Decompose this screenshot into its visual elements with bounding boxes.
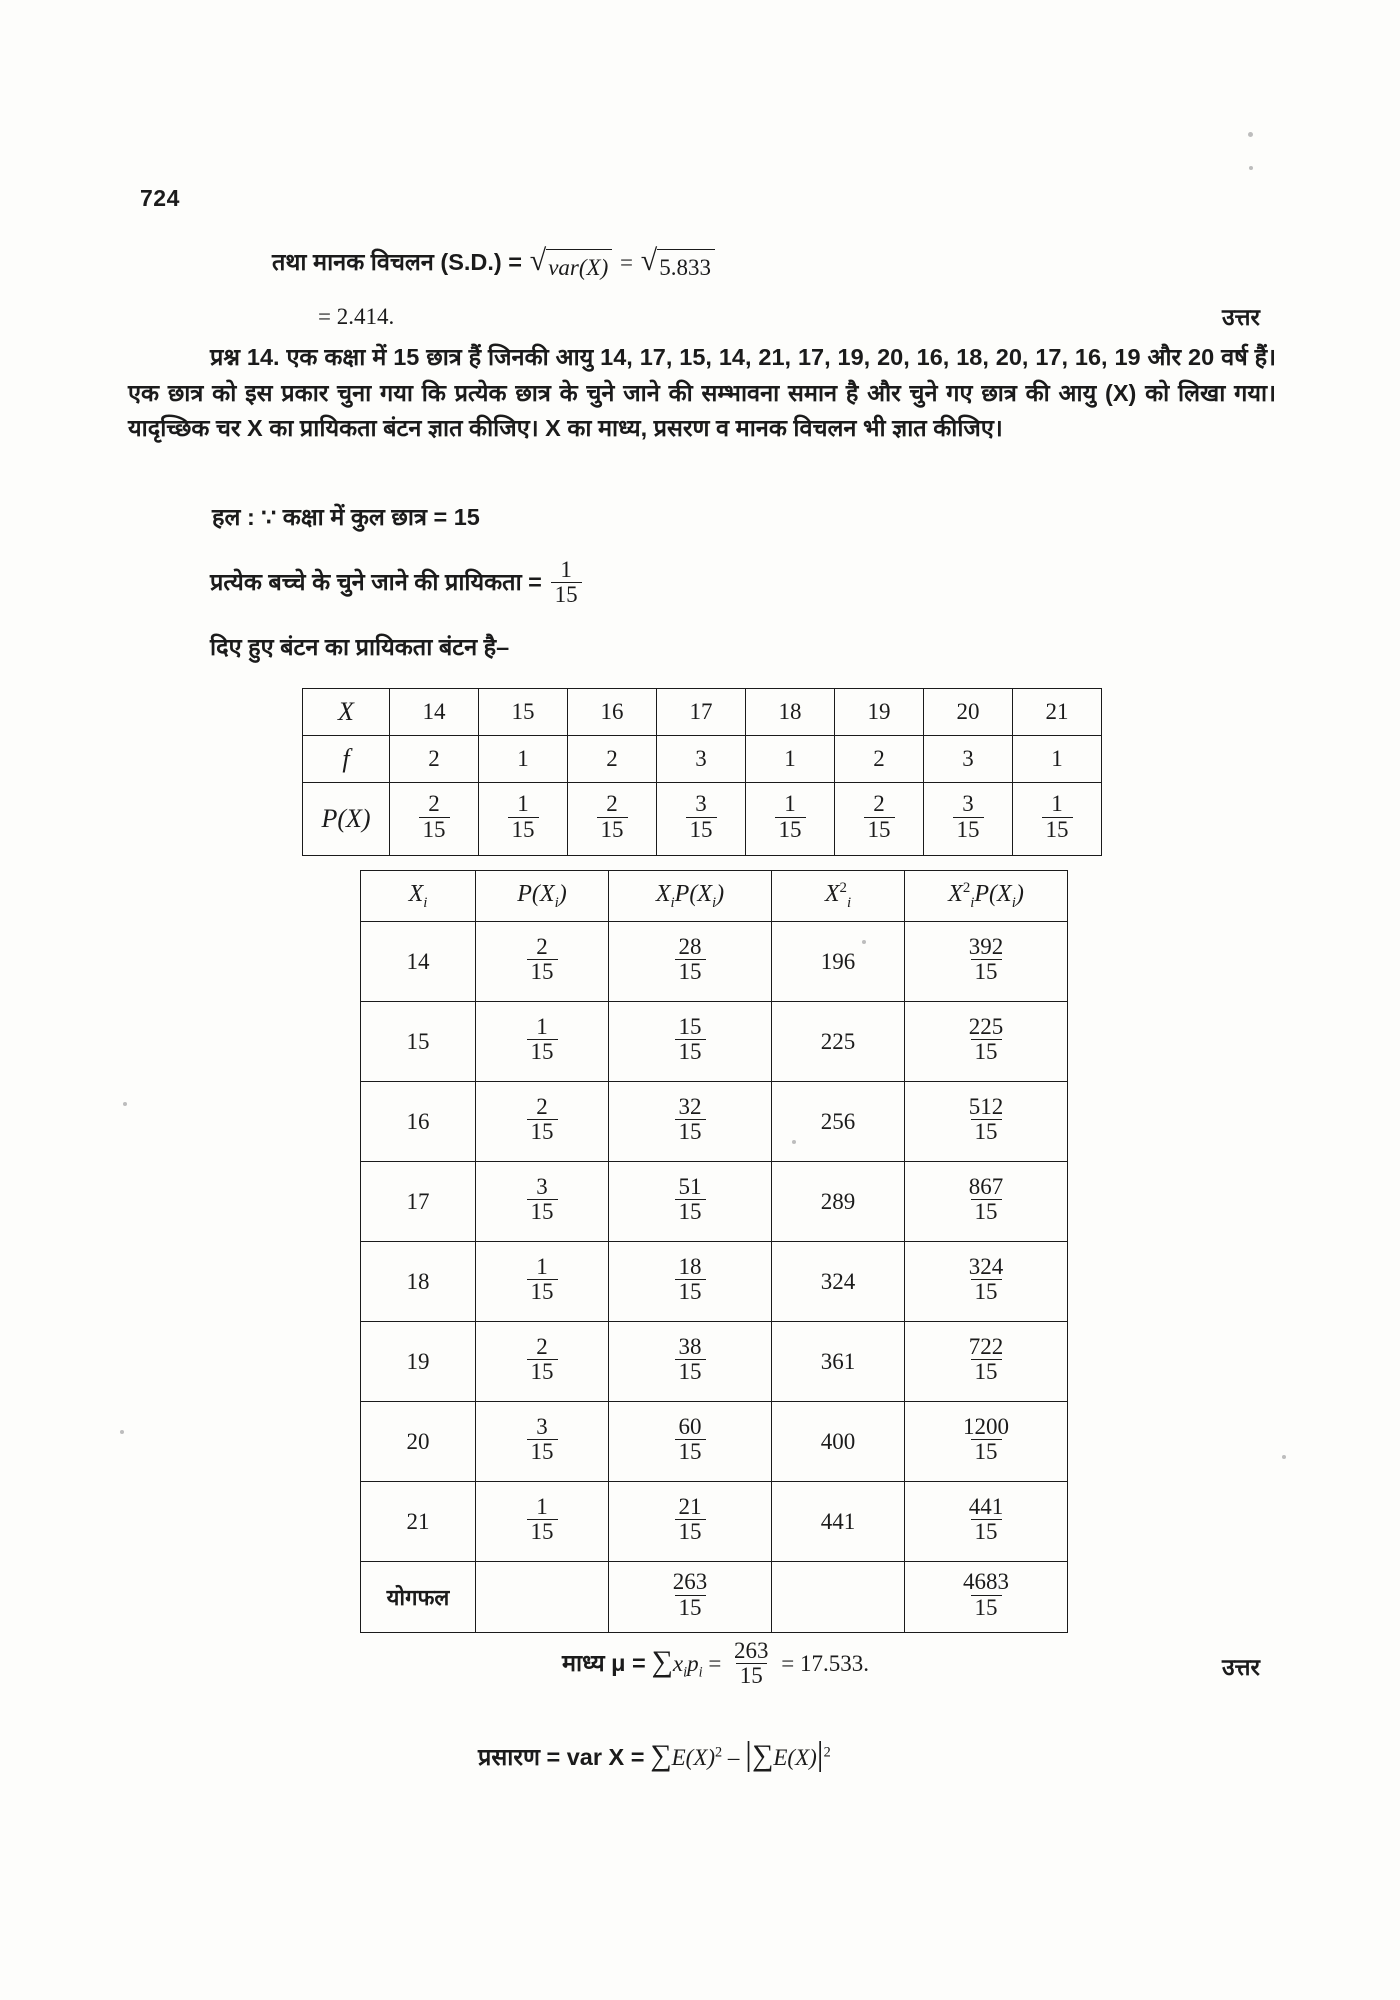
fraction-numerator: 4683 — [963, 1569, 1009, 1595]
fraction-numerator: 3 — [962, 791, 974, 817]
cell: 1 — [1013, 736, 1102, 783]
fraction-numerator: 3 — [536, 1413, 548, 1439]
table-row — [303, 736, 1102, 783]
fraction — [669, 1570, 712, 1619]
fraction — [959, 1415, 1013, 1464]
fraction-numerator: 51 — [678, 1173, 702, 1199]
header-sub: i — [554, 894, 559, 911]
cell-xp — [609, 1242, 772, 1322]
header-sub: i — [670, 894, 675, 911]
cell-p — [476, 922, 609, 1002]
header-text: X — [655, 880, 671, 907]
fraction-denominator: 15 — [527, 1039, 558, 1064]
cell-p — [476, 1162, 609, 1242]
header-xi2 — [772, 871, 905, 922]
fraction-denominator: 15 — [864, 817, 895, 842]
fraction-numerator: 392 — [968, 933, 1004, 959]
cell: 16 — [568, 689, 657, 736]
sqrt-sign: √ — [640, 243, 658, 277]
bar-right: | — [816, 1736, 824, 1773]
fraction-denominator: 15 — [953, 817, 984, 842]
fraction — [965, 1335, 1008, 1384]
header-sub: i — [1011, 894, 1016, 911]
sum-label: योगफल — [361, 1562, 476, 1633]
header-text-close: ) — [558, 880, 567, 907]
fraction — [965, 1015, 1008, 1064]
row-header-px: P(X) — [303, 783, 390, 856]
fraction — [597, 792, 628, 841]
cell-p — [476, 1402, 609, 1482]
fraction — [527, 1255, 558, 1304]
fraction — [675, 1335, 706, 1384]
cell: 18 — [746, 689, 835, 736]
header-text-close: ) — [716, 880, 725, 907]
header-text: X — [948, 881, 963, 908]
sd-result: = 2.414. — [318, 304, 395, 329]
cell: 17 — [657, 689, 746, 736]
cell — [479, 783, 568, 856]
cell-x: 14 — [361, 922, 476, 1002]
fraction-denominator: 15 — [971, 1595, 1002, 1620]
cell-x2: 324 — [772, 1242, 905, 1322]
cell — [657, 783, 746, 856]
fraction-numerator: 15 — [678, 1013, 702, 1039]
fraction-denominator: 15 — [971, 1039, 1002, 1064]
cell-xp — [609, 1322, 772, 1402]
cell — [924, 783, 1013, 856]
fraction-denominator: 15 — [971, 1199, 1002, 1224]
fraction — [959, 1570, 1013, 1619]
cell-x2p — [905, 1162, 1068, 1242]
fraction-numerator: 225 — [968, 1013, 1004, 1039]
header-sub: i — [711, 894, 717, 911]
fraction-numerator: 512 — [968, 1093, 1004, 1119]
header-xipxi — [609, 871, 772, 922]
fraction-numerator: 28 — [678, 933, 702, 959]
fraction-numerator: 2 — [536, 1093, 548, 1119]
sum-x2p — [905, 1562, 1068, 1633]
header-text: X — [408, 880, 424, 907]
table-header-row — [361, 871, 1068, 922]
fraction-denominator: 15 — [527, 1119, 558, 1144]
power-2: 2 — [823, 1744, 831, 1761]
fraction-denominator: 15 — [675, 1439, 706, 1464]
probability-line — [210, 557, 585, 609]
fraction-denominator: 15 — [527, 1439, 558, 1464]
scan-speck — [123, 1102, 127, 1106]
fraction-denominator: 15 — [675, 1119, 706, 1144]
header-sub: i — [423, 894, 428, 911]
row-header-x: X — [303, 689, 390, 736]
fraction — [675, 1175, 706, 1224]
distribution-table — [302, 688, 1102, 856]
cell: 21 — [1013, 689, 1102, 736]
fraction-denominator: 15 — [775, 817, 806, 842]
fraction-numerator: 1 — [536, 1253, 548, 1279]
fraction-numerator: 1 — [560, 557, 572, 582]
pi-symbol: p — [687, 1651, 699, 1676]
expectation-1: E(X) — [671, 1745, 716, 1770]
cell: 1 — [479, 736, 568, 783]
fraction — [675, 1255, 706, 1304]
fraction — [527, 1335, 558, 1384]
cell-p — [476, 1322, 609, 1402]
header-text: P(X — [517, 880, 555, 907]
sd-label: तथा मानक विचलन (S.D.) = — [272, 249, 522, 275]
cell-x2: 196 — [772, 922, 905, 1002]
sqrt-value — [640, 243, 715, 284]
fraction-numerator: 32 — [678, 1093, 702, 1119]
xi-sub: i — [683, 1664, 688, 1681]
xi-symbol: x — [672, 1651, 684, 1676]
question-paragraph: प्रश्न 14. एक कक्षा में 15 छात्र हैं जिनकी आयु 14, 17, 15, 14, 21, 17, 19, 20, 16, 18, 20, 17, 16, 19 और 20 वर्ष हैं। एक छात्र को इस प्रकार चुना गया कि प्रत्येक छात्र के चुने जाने की सम्भावना समान है और चुने गए छात्र की आयु (X) को लिखा गया। यादृच्छिक चर X का प्रायिकता बंटन ज्ञात कीजिए। X का माध्य, प्रसरण व मानक विचलन भी ज्ञात कीजिए। — [128, 344, 1276, 442]
summation-sign: ∑ — [651, 1645, 673, 1678]
fraction — [527, 1095, 558, 1144]
computation-table — [360, 870, 1068, 1633]
mean-value: = 17.533. — [781, 1651, 870, 1676]
fraction — [419, 792, 450, 841]
cell-p — [476, 1482, 609, 1562]
fraction-denominator: 15 — [971, 1279, 1002, 1304]
table-row — [361, 1482, 1068, 1562]
minus-sign: – — [727, 1745, 740, 1770]
cell-x2p — [905, 1482, 1068, 1562]
fraction-numerator: 18 — [678, 1253, 702, 1279]
cell-x: 18 — [361, 1242, 476, 1322]
fraction-one-fifteenth — [551, 558, 582, 607]
fraction-denominator: 15 — [675, 1519, 706, 1544]
probability-label: प्रत्येक बच्चे के चुने जाने की प्रायिकता = — [210, 568, 542, 595]
sd-line — [272, 245, 717, 284]
cell — [568, 783, 657, 856]
page-number: 724 — [140, 185, 180, 211]
cell — [746, 783, 835, 856]
fraction-numerator: 3 — [536, 1173, 548, 1199]
table-row — [361, 1242, 1068, 1322]
cell-x2p — [905, 1242, 1068, 1322]
fraction-numerator: 1 — [536, 1013, 548, 1039]
fraction-denominator: 15 — [971, 1119, 1002, 1144]
cell — [835, 783, 924, 856]
cell-xp — [609, 1162, 772, 1242]
fraction-denominator: 15 — [551, 582, 582, 607]
variance-label: प्रसारण = var X = — [478, 1744, 645, 1770]
fraction-numerator: 2 — [873, 791, 885, 817]
fraction — [527, 1495, 558, 1544]
fraction-denominator: 15 — [597, 817, 628, 842]
header-text-close: ) — [1015, 881, 1024, 908]
cell — [390, 783, 479, 856]
scan-speck — [120, 1430, 124, 1434]
equals-sign: = — [708, 1651, 722, 1676]
fraction-denominator: 15 — [527, 1279, 558, 1304]
pi-sub: i — [698, 1664, 703, 1681]
table-row — [303, 783, 1102, 856]
fraction-denominator: 15 — [419, 817, 450, 842]
fraction — [675, 935, 706, 984]
header-sup: 2 — [962, 880, 971, 897]
cell: 3 — [657, 736, 746, 783]
fraction-denominator: 15 — [675, 1595, 706, 1620]
header-xi — [361, 871, 476, 922]
fraction-numerator: 2 — [606, 791, 618, 817]
fraction — [527, 1175, 558, 1224]
fraction-denominator: 15 — [971, 959, 1002, 984]
cell-x: 21 — [361, 1482, 476, 1562]
fraction-denominator: 15 — [971, 1519, 1002, 1544]
fraction-denominator: 15 — [527, 959, 558, 984]
variance-line — [478, 1730, 831, 1779]
scan-speck — [1249, 166, 1253, 170]
header-sup: 2 — [839, 880, 847, 897]
mean-label: माध्य μ = — [562, 1650, 646, 1676]
fraction-denominator: 15 — [675, 1039, 706, 1064]
table-sum-row — [361, 1562, 1068, 1633]
fraction — [965, 1175, 1008, 1224]
table-row — [361, 922, 1068, 1002]
cell-xp — [609, 1482, 772, 1562]
sum-empty-cell-2 — [772, 1562, 905, 1633]
scan-speck — [1282, 1455, 1286, 1459]
cell-x2: 441 — [772, 1482, 905, 1562]
fraction-numerator: 1200 — [963, 1413, 1009, 1439]
fraction — [527, 935, 558, 984]
fraction-denominator: 15 — [686, 817, 717, 842]
cell-x2: 225 — [772, 1002, 905, 1082]
fraction-denominator: 15 — [736, 1663, 767, 1688]
fraction-denominator: 15 — [675, 959, 706, 984]
bar-left: | — [745, 1736, 752, 1773]
fraction-numerator: 867 — [968, 1173, 1004, 1199]
fraction-numerator: 324 — [968, 1253, 1004, 1279]
cell — [1013, 783, 1102, 856]
table-row — [361, 1082, 1068, 1162]
cell-x2: 289 — [772, 1162, 905, 1242]
cell-xp — [609, 1082, 772, 1162]
fraction-numerator: 441 — [968, 1493, 1004, 1519]
solution-line: हल : ∵ कक्षा में कुल छात्र = 15 — [212, 504, 480, 530]
cell-x2p — [905, 922, 1068, 1002]
cell: 20 — [924, 689, 1013, 736]
summation-sign-2: ∑ — [751, 1739, 774, 1772]
fraction — [686, 792, 717, 841]
fraction-numerator: 1 — [536, 1493, 548, 1519]
distribution-intro: दिए हुए बंटन का प्रायिकता बंटन है– — [210, 634, 510, 660]
table-row — [361, 1402, 1068, 1482]
table-row — [361, 1002, 1068, 1082]
expectation-2: E(X) — [773, 1745, 817, 1770]
cell-p — [476, 1002, 609, 1082]
fraction-denominator: 15 — [527, 1199, 558, 1224]
cell-p — [476, 1242, 609, 1322]
fraction-numerator: 3 — [695, 791, 707, 817]
header-sub: i — [846, 894, 852, 911]
cell-x2p — [905, 1402, 1068, 1482]
cell: 2 — [568, 736, 657, 783]
sqrt-sign: √ — [529, 243, 547, 277]
sum-xp — [609, 1562, 772, 1633]
fraction — [965, 935, 1008, 984]
fraction — [775, 792, 806, 841]
fraction-denominator: 15 — [1042, 817, 1073, 842]
equals-sign: = — [619, 250, 633, 275]
fraction-numerator: 2 — [428, 791, 440, 817]
fraction-numerator: 2 — [536, 1333, 548, 1359]
cell-x2: 256 — [772, 1082, 905, 1162]
fraction — [1042, 792, 1073, 841]
fraction — [864, 792, 895, 841]
table-row — [361, 1322, 1068, 1402]
summation-sign-1: ∑ — [650, 1739, 672, 1772]
cell-x: 20 — [361, 1402, 476, 1482]
answer-label-2: उत्तर — [1222, 1654, 1260, 1680]
sqrt-radicand-value: 5.833 — [657, 249, 715, 284]
header-pxi — [476, 871, 609, 922]
fraction-denominator: 15 — [675, 1359, 706, 1384]
cell: 19 — [835, 689, 924, 736]
fraction-denominator: 15 — [675, 1199, 706, 1224]
sqrt-radicand: var(X) — [546, 249, 612, 284]
fraction — [675, 1095, 706, 1144]
cell-x: 15 — [361, 1002, 476, 1082]
cell-x: 17 — [361, 1162, 476, 1242]
fraction-denominator: 15 — [971, 1359, 1002, 1384]
fraction — [965, 1255, 1008, 1304]
fraction — [508, 792, 539, 841]
row-header-f: f — [303, 736, 390, 783]
cell-x2p — [905, 1322, 1068, 1402]
fraction-denominator: 15 — [527, 1359, 558, 1384]
answer-label: उत्तर — [1222, 304, 1260, 330]
fraction-numerator: 263 — [734, 1638, 769, 1664]
mean-fraction — [730, 1639, 773, 1688]
fraction — [675, 1015, 706, 1064]
cell: 3 — [924, 736, 1013, 783]
fraction — [675, 1495, 706, 1544]
cell: 1 — [746, 736, 835, 783]
scan-speck — [1248, 132, 1253, 137]
table-row — [303, 689, 1102, 736]
fraction — [527, 1415, 558, 1464]
fraction-denominator: 15 — [508, 817, 539, 842]
fraction-numerator: 1 — [1051, 791, 1063, 817]
fraction-numerator: 722 — [968, 1333, 1004, 1359]
fraction-denominator: 15 — [527, 1519, 558, 1544]
fraction — [953, 792, 984, 841]
header-sub: i — [970, 894, 975, 911]
sqrt-var — [529, 243, 613, 284]
computation-table-body — [361, 922, 1068, 1633]
fraction-numerator: 1 — [517, 791, 529, 817]
fraction-numerator: 1 — [784, 791, 796, 817]
power-1: 2 — [715, 1744, 723, 1761]
mean-line — [562, 1640, 869, 1690]
fraction — [675, 1415, 706, 1464]
header-xi2pxi — [905, 871, 1068, 922]
header-text2: P(X — [674, 880, 712, 907]
cell: 15 — [479, 689, 568, 736]
fraction-denominator: 15 — [675, 1279, 706, 1304]
cell-x2p — [905, 1082, 1068, 1162]
header-text: X — [824, 881, 840, 908]
fraction — [965, 1495, 1008, 1544]
fraction-numerator: 2 — [536, 933, 548, 959]
cell-xp — [609, 1002, 772, 1082]
cell: 2 — [390, 736, 479, 783]
cell-x2: 400 — [772, 1402, 905, 1482]
cell-xp — [609, 922, 772, 1002]
fraction-numerator: 38 — [678, 1333, 702, 1359]
fraction-numerator: 263 — [672, 1569, 708, 1595]
cell-x2: 361 — [772, 1322, 905, 1402]
fraction — [527, 1015, 558, 1064]
table-row — [361, 1162, 1068, 1242]
header-text2: P(X — [974, 881, 1012, 908]
cell-x: 19 — [361, 1322, 476, 1402]
cell-x: 16 — [361, 1082, 476, 1162]
fraction-numerator: 60 — [678, 1413, 702, 1439]
fraction-denominator: 15 — [971, 1439, 1002, 1464]
cell-p — [476, 1082, 609, 1162]
cell-x2p — [905, 1002, 1068, 1082]
cell-xp — [609, 1402, 772, 1482]
fraction-numerator: 21 — [678, 1493, 702, 1519]
fraction — [965, 1095, 1008, 1144]
sum-empty-cell — [476, 1562, 609, 1633]
cell: 2 — [835, 736, 924, 783]
cell: 14 — [390, 689, 479, 736]
